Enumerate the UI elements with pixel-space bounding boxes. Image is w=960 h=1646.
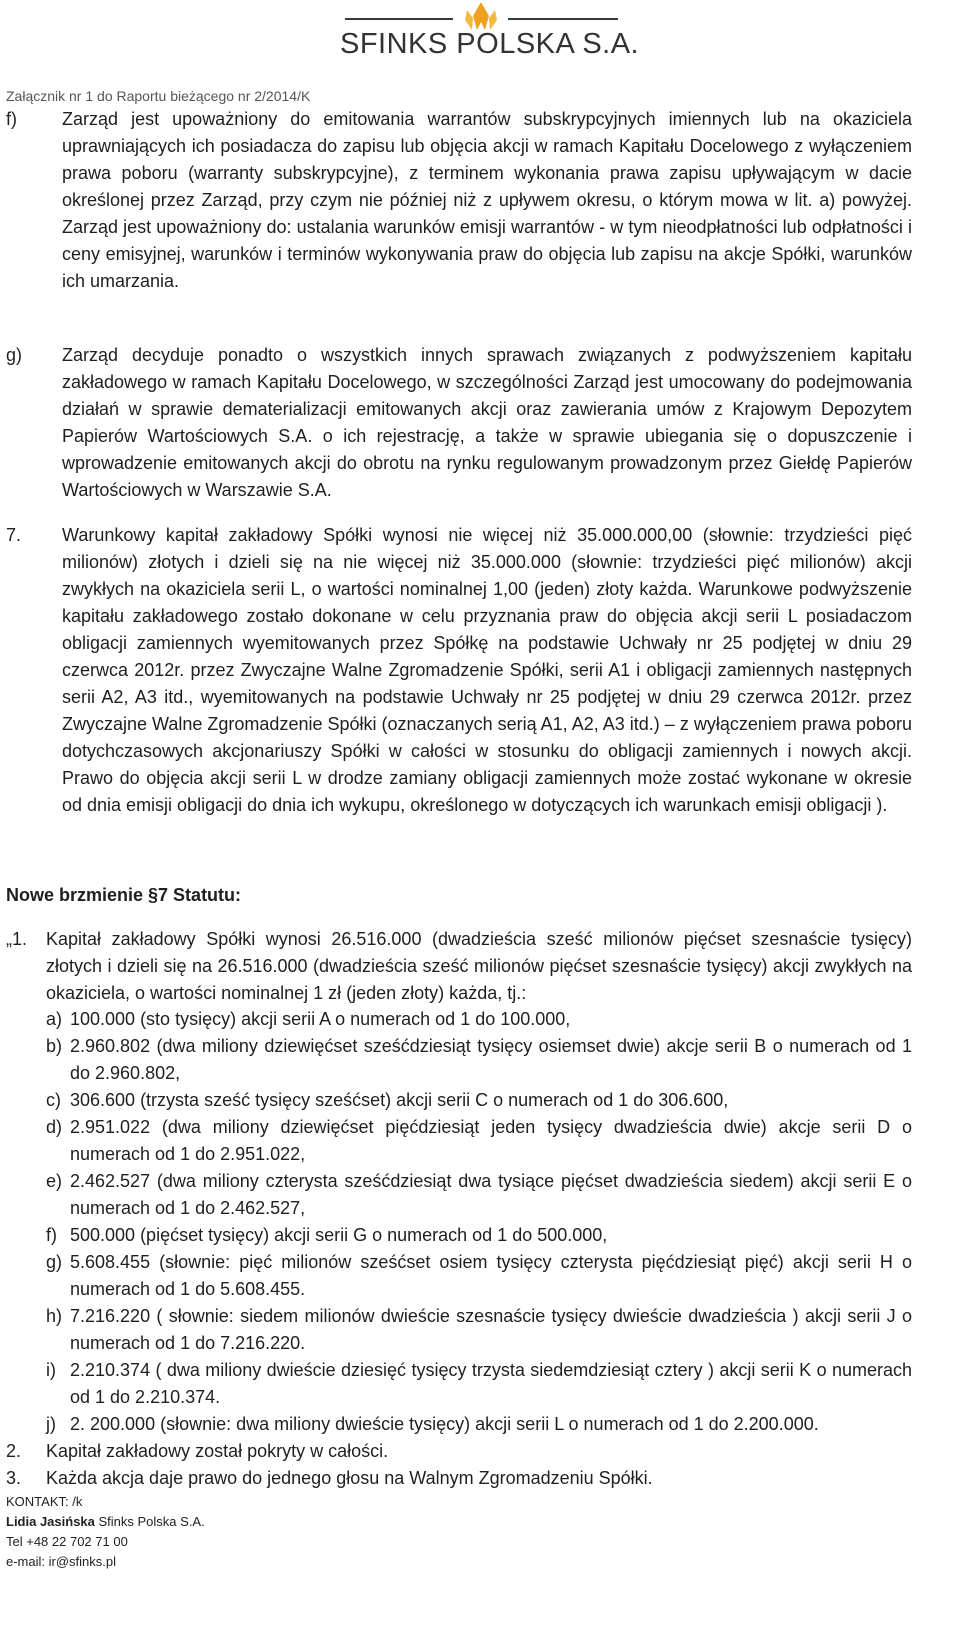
point-1-text: Kapitał zakładowy Spółki wynosi 26.516.000 (dwadzieścia sześć milionów pięćset szesnaście tysięcy) złotych i dzieli się na 26.516.000 (dwadzieścia sześć milionów pięćset szesnaście tysięcy) akcji zwykłych na okaziciela, o wartości nominalnej 1 zł (jeden złoty) każda, tj.: bbox=[46, 929, 912, 1003]
paragraph-7-marker: 7. bbox=[6, 525, 22, 545]
company-logo bbox=[0, 0, 960, 80]
list-item bbox=[46, 1087, 912, 1114]
company-name: SFINKS POLSKA S.A. bbox=[340, 28, 640, 60]
logo-divider-left bbox=[345, 18, 453, 20]
list-item-label: a) bbox=[46, 1009, 63, 1029]
point-2-marker: 2. bbox=[6, 1441, 22, 1461]
attachment-label: Załącznik nr 1 do Raportu bieżącego nr 2/2014/K bbox=[6, 88, 311, 104]
footer-company: Sfinks Polska S.A. bbox=[94, 1514, 205, 1529]
section-g-text: Zarząd decyduje ponadto o wszystkich innych sprawach związanych z podwyższeniem kapitału zakładowego w ramach Kapitału Docelowego, w szczególności Zarząd jest umocowany do podejmowania działań w sprawie dematerializacji emitowanych akcji oraz zawierania umów z Krajowym Depozytem Papierów Wartościowych S.A. o ich rejestrację, a także w sprawie ubiegania się o dopuszczenie i wprowadzenie emitowanych akcji do obrotu na rynku regulowanym prowadzonym przez Giełdę Papierów Wartościowych w Warszawie S.A. bbox=[62, 345, 912, 500]
point-3-marker: 3. bbox=[6, 1468, 22, 1488]
list-item-label: d) bbox=[46, 1117, 63, 1137]
footer-phone: Tel +48 22 702 71 00 bbox=[6, 1534, 128, 1549]
list-item-label: g) bbox=[46, 1252, 63, 1272]
list-item bbox=[46, 1168, 912, 1222]
section-f-text: Zarząd jest upoważniony do emitowania warrantów subskrypcyjnych imiennych lub na okaziciela uprawniających ich posiadacza do zapisu lub objęcia akcji w ramach Kapitału Docelowego z wyłączeniem prawa poboru (warranty subskrypcyjne), z terminem wykonania prawa zapisu upływającym w dacie określonej przez Zarząd, przy czym nie później niż z upływem okresu, o którym mowa w lit. a) powyżej. Zarząd jest upoważniony do: ustalania warunków emisji warrantów - w tym nieodpłatności lub odpłatności i ceny emisyjnej, warunków i terminów wykonywania praw do objęcia lub zapisu na akcje Spółki, warunków ich umarzania. bbox=[62, 109, 912, 291]
list-item-label: b) bbox=[46, 1036, 63, 1056]
list-item bbox=[46, 1357, 912, 1411]
logo-divider-right bbox=[508, 18, 618, 20]
point-3-text: Każda akcja daje prawo do jednego głosu na Walnym Zgromadzeniu Spółki. bbox=[46, 1468, 653, 1488]
list-item bbox=[46, 1006, 912, 1036]
list-item bbox=[46, 1411, 912, 1438]
list-item-label: j) bbox=[46, 1414, 56, 1434]
list-item-text: 2.462.527 (dwa miliony czterysta sześćdziesiąt dwa tysiące pięćset dwadzieścia siedem) akcji serii E o numerach od 1 do 2.462.527, bbox=[70, 1171, 912, 1218]
list-item-text: 5.608.455 (słownie: pięć milionów sześćset osiem tysięcy czterysta pięćdziesiąt pięć) akcji serii H o numerach od 1 do 5.608.455. bbox=[70, 1252, 912, 1299]
list-item-text: 7.216.220 ( słownie: siedem milionów dwieście szesnaście tysięcy dwieście dwadzieścia ) akcji serii J o numerach od 1 do 7.216.220. bbox=[70, 1306, 912, 1353]
list-item bbox=[46, 1033, 912, 1087]
footer-contact: KONTAKT: /k bbox=[6, 1494, 83, 1509]
list-item bbox=[46, 1249, 912, 1303]
list-item-text: 306.600 (trzysta sześć tysięcy sześćset) akcji serii C o numerach od 1 do 306.600, bbox=[70, 1090, 729, 1110]
point-1-marker: „1. bbox=[6, 929, 28, 949]
list-item-label: i) bbox=[46, 1360, 56, 1380]
list-item-label: e) bbox=[46, 1171, 63, 1191]
new-wording-heading: Nowe brzmienie §7 Statutu: bbox=[6, 885, 242, 905]
list-item-text: 2.210.374 ( dwa miliony dwieście dziesięć tysięcy trzysta siedemdziesiąt cztery ) akcji serii K o numerach od 1 do 2.210.374. bbox=[70, 1360, 912, 1407]
list-item-text: 100.000 (sto tysięcy) akcji serii A o numerach od 1 do 100.000, bbox=[70, 1009, 571, 1029]
paragraph-7-text: Warunkowy kapitał zakładowy Spółki wynosi nie więcej niż 35.000.000,00 (słownie: trzydzieści pięć milionów) złotych i dzieli się na nie więcej niż 35.000.000 (słownie: trzydzieści pięć milionów) akcji zwykłych na okaziciela serii L, o wartości nominalnej 1,00 (jeden) złoty każda. Warunkowe podwyższenie kapitału zakładowego zostało dokonane w celu przyznania praw do objęcia akcji serii L posiadaczom obligacji zamiennych wyemitowanych przez Spółkę na podstawie Uchwały nr 25 podjętej w dniu 29 czerwca 2012r. przez Zwyczajne Walne Zgromadzenie Spółki, serii A1 i obligacji zamiennych następnych serii A2, A3 itd., wyemitowanych na podstawie Uchwały nr 25 podjętej w dniu 29 czerwca 2012r. przez Zwyczajne Walne Zgromadzenie Spółki (oznaczanych serią A1, A2, A3 itd.) – z wyłączeniem prawa poboru dotychczasowych akcjonariuszy Spółki w całości w stosunku do obligacji zamiennych i nowych akcji. Prawo do objęcia akcji serii L w drodze zamiany obligacji zamiennych może zostać wykonane w okresie od dnia emisji obligacji do dnia ich wykupu, określonego w dotyczących ich warunkach emisji obligacji ). bbox=[62, 525, 912, 815]
footer-email[interactable]: e-mail: ir@sfinks.pl bbox=[6, 1554, 116, 1569]
list-item-text: 2.951.022 (dwa miliony dziewięćset pięćdziesiąt jeden tysięcy dwadzieścia dwie) akcje serii D o numerach od 1 do 2.951.022, bbox=[70, 1117, 912, 1164]
point-2-text: Kapitał zakładowy został pokryty w całości. bbox=[46, 1441, 389, 1461]
list-item bbox=[46, 1303, 912, 1357]
section-g-marker: g) bbox=[6, 345, 23, 365]
section-f-marker: f) bbox=[6, 109, 17, 129]
list-item-label: c) bbox=[46, 1090, 61, 1110]
list-item bbox=[46, 1114, 912, 1168]
list-item-text: 2. 200.000 (słownie: dwa miliony dwieście tysięcy) akcji serii L o numerach od 1 do 2.200.000. bbox=[70, 1414, 819, 1434]
list-item-label: f) bbox=[46, 1225, 57, 1245]
list-item-text: 2.960.802 (dwa miliony dziewięćset sześćdziesiąt tysięcy osiemset dwie) akcje serii B o numerach od 1 do 2.960.802, bbox=[70, 1036, 912, 1083]
footer-name: Lidia Jasińska bbox=[6, 1514, 95, 1529]
list-item bbox=[46, 1222, 912, 1249]
footer-person bbox=[6, 1512, 205, 1532]
list-item-label: h) bbox=[46, 1306, 63, 1326]
list-item-text: 500.000 (pięćset tysięcy) akcji serii G o numerach od 1 do 500.000, bbox=[70, 1225, 608, 1245]
